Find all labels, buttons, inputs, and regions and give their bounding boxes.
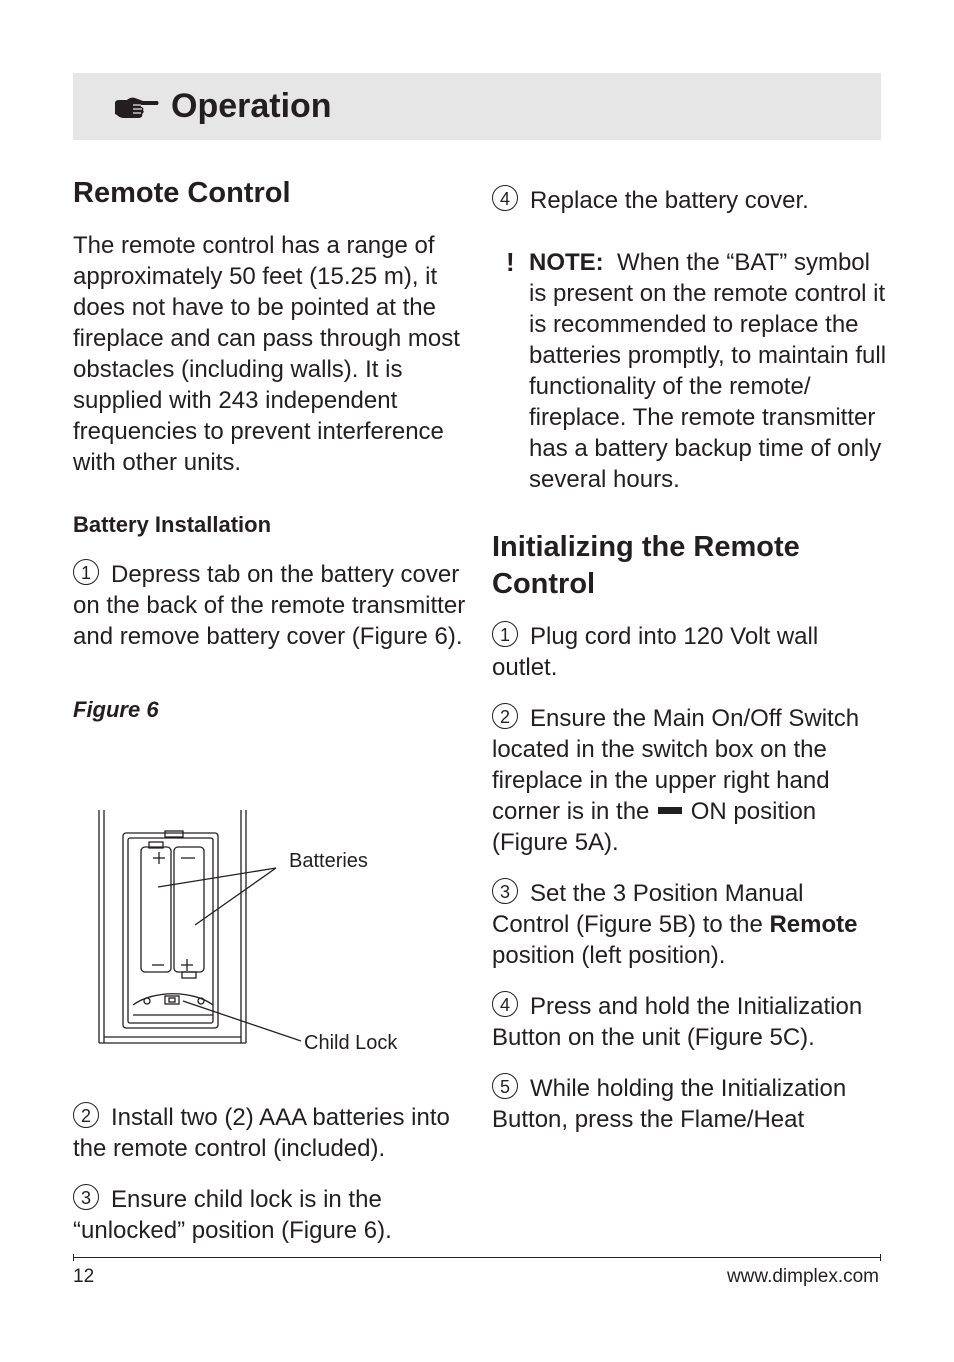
step-number-icon: 4	[492, 991, 518, 1017]
init-step-2-text-end: position (Figure 5A).	[492, 798, 817, 856]
step-number-icon: 3	[73, 1184, 99, 1210]
figure-6-label: Figure 6	[73, 697, 159, 722]
battery-step-1-text: Depress tab on the battery cover on the back of the remote transmitter and remove battery cover (Figure 6).	[73, 561, 466, 650]
battery-step-2-text: Install two (2) AAA batteries into the remote control (included).	[73, 1104, 450, 1162]
left-column	[73, 175, 468, 724]
on-label: ON	[690, 798, 727, 825]
step-number-icon: 2	[492, 703, 518, 729]
note-body: When the “BAT” symbol is present on the remote control it is recommended to replace the batteries promptly, to maintain full functionality of the remote/ fireplace. The remote transmitter has a battery backup time of only several hours.	[529, 249, 887, 493]
right-column	[492, 185, 887, 1135]
init-step-4	[492, 991, 887, 1053]
init-step-1	[492, 621, 887, 683]
step-number-icon: 4	[492, 185, 518, 211]
child-lock-callout-label: Child Lock	[304, 1032, 398, 1054]
step-number-icon: 3	[492, 878, 518, 904]
footer-divider-tick	[880, 1254, 881, 1261]
step-number-icon: 1	[492, 621, 518, 647]
footer-divider-tick	[73, 1254, 74, 1261]
init-step-3-text: Set the 3 Position Manual Control (Figure 5B) to the	[492, 880, 804, 938]
initializing-heading: Initializing the Remote Control	[492, 531, 800, 600]
battery-step-1	[73, 559, 468, 652]
step-number-icon: 2	[73, 1102, 99, 1128]
step-number-icon: 1	[73, 559, 99, 585]
switch-on-icon	[658, 807, 682, 814]
battery-installation-heading: Battery Installation	[73, 512, 272, 537]
init-step-3-text-end: position (left position).	[492, 942, 726, 969]
battery-note	[492, 247, 887, 495]
step-number-icon: 5	[492, 1073, 518, 1099]
battery-step-4	[492, 185, 887, 216]
battery-step-3-text: Ensure child lock is in the “unlocked” position (Figure 6).	[73, 1186, 392, 1244]
exclamation-icon: !	[506, 247, 515, 277]
battery-step-4-text: Replace the battery cover.	[530, 187, 809, 214]
footer-divider	[73, 1257, 881, 1258]
note-label: NOTE:	[529, 249, 604, 276]
init-step-5-text: While holding the Initialization Button, press the Flame/Heat	[492, 1075, 847, 1133]
battery-step-2	[73, 1102, 468, 1164]
note-text	[529, 247, 887, 495]
init-step-3	[492, 878, 887, 971]
pointing-hand-icon	[113, 97, 159, 119]
section-header	[73, 73, 881, 140]
remote-control-heading: Remote Control	[73, 177, 291, 209]
batteries-callout-label: Batteries	[289, 850, 368, 872]
figure-6-remote-battery-diagram	[73, 805, 453, 1055]
init-step-1-text: Plug cord into 120 Volt wall outlet.	[492, 623, 819, 681]
init-step-5	[492, 1073, 887, 1135]
page-title: Operation	[171, 87, 332, 125]
battery-step-3	[73, 1184, 468, 1246]
init-step-4-text: Press and hold the Initialization Button on the unit (Figure 5C).	[492, 993, 863, 1051]
website-link[interactable]: www.dimplex.com	[726, 1266, 879, 1287]
remote-position-label: Remote	[769, 911, 858, 938]
left-column-lower	[73, 1102, 468, 1246]
remote-control-paragraph: The remote control has a range of approximately 50 feet (15.25 m), it does not have to be pointed at the fireplace and can pass through most obstacles (including walls). It is supplied with 243 independent frequencies to prevent interference with other units.	[73, 232, 460, 476]
init-step-2	[492, 703, 887, 858]
remote-battery-illustration	[73, 805, 453, 1055]
page-number: 12	[73, 1266, 95, 1287]
init-step-2-text: Ensure the Main On/Off Switch located in the switch box on the fireplace in the upper right hand corner is in the	[492, 705, 860, 825]
